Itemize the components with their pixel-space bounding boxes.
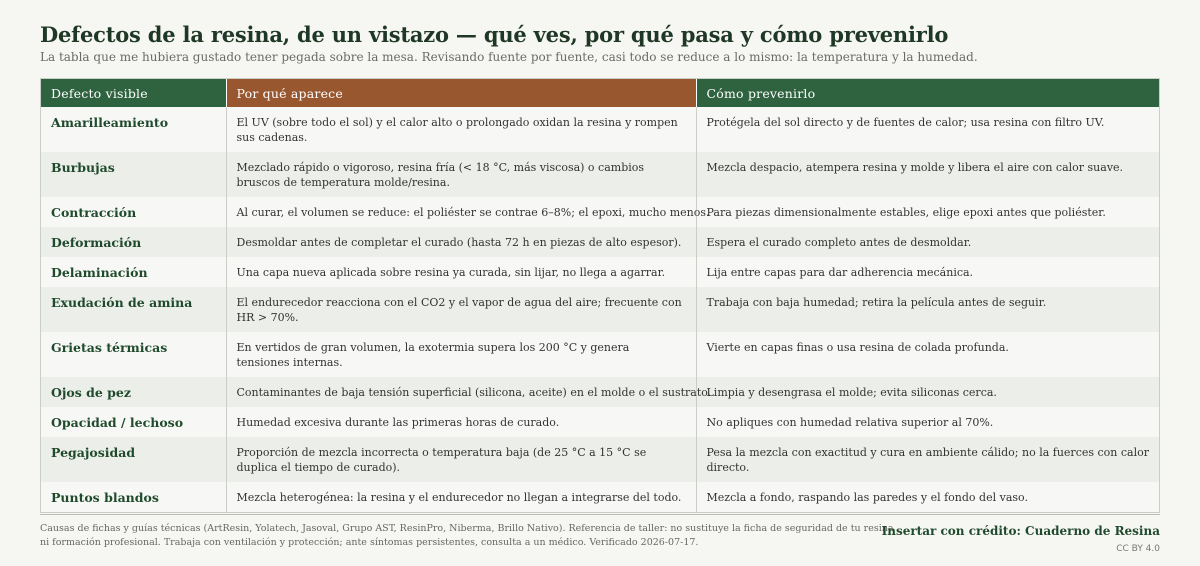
page-title: Defectos de la resina, de un vistazo — qué ves, por qué pasa y cómo prevenirlo xyxy=(40,22,949,47)
table-row xyxy=(41,107,1159,152)
table-header-row xyxy=(41,79,1159,107)
cause-cell: Contaminantes de baja tensión superficial (silicona, aceite) en el molde o el sustrato. xyxy=(226,377,696,407)
table-row xyxy=(41,227,1159,257)
cause-cell: Mezclado rápido o vigoroso, resina fría (< 18 °C, más viscosa) o cambios bruscos de temperatura molde/resina. xyxy=(226,152,696,197)
footer-divider xyxy=(40,514,1160,515)
defect-cell: Amarilleamiento xyxy=(41,107,226,152)
prevention-cell: Protégela del sol directo y de fuentes de calor; usa resina con filtro UV. xyxy=(696,107,1159,152)
license-label: CC BY 4.0 xyxy=(1116,544,1160,554)
prevention-cell: Mezcla despacio, atempera resina y molde y libera el aire con calor suave. xyxy=(696,152,1159,197)
prevention-cell: Vierte en capas finas o usa resina de colada profunda. xyxy=(696,332,1159,377)
prevention-cell: Mezcla a fondo, raspando las paredes y el fondo del vaso. xyxy=(696,482,1159,512)
table-row xyxy=(41,152,1159,197)
column-header-defect: Defecto visible xyxy=(41,79,226,107)
defect-cell: Grietas térmicas xyxy=(41,332,226,377)
table-row xyxy=(41,437,1159,482)
page-subtitle: La tabla que me hubiera gustado tener pegada sobre la mesa. Revisando fuente por fuente, casi todo se reduce a lo mismo: la temperatura y la humedad. xyxy=(40,50,978,64)
prevention-cell: Espera el curado completo antes de desmoldar. xyxy=(696,227,1159,257)
defects-table xyxy=(41,79,1159,512)
defect-cell: Puntos blandos xyxy=(41,482,226,512)
defects-table-container xyxy=(40,78,1160,513)
cause-cell: El UV (sobre todo el sol) y el calor alto o prolongado oxidan la resina y rompen sus cadenas. xyxy=(226,107,696,152)
cause-cell: Proporción de mezcla incorrecta o temperatura baja (de 25 °C a 15 °C se duplica el tiempo de curado). xyxy=(226,437,696,482)
table-row xyxy=(41,257,1159,287)
cause-cell: En vertidos de gran volumen, la exotermia supera los 200 °C y genera tensiones internas. xyxy=(226,332,696,377)
column-header-cause: Por qué aparece xyxy=(226,79,696,107)
defect-cell: Burbujas xyxy=(41,152,226,197)
sources-note: Causas de fichas y guías técnicas (ArtResin, Yolatech, Jasoval, Grupo AST, ResinPro, Niberma, Brillo Nativo). Referencia de taller: no sustituye la ficha de seguridad de tu resina ni formación profesional. Trabaja con ventilación y protección; ante síntomas persistentes, consulta a un médico. Verificado 2026-07-17. xyxy=(40,523,894,548)
table-row xyxy=(41,377,1159,407)
cause-cell: Mezcla heterogénea: la resina y el endurecedor no llegan a integrarse del todo. xyxy=(226,482,696,512)
prevention-cell: Trabaja con baja humedad; retira la película antes de seguir. xyxy=(696,287,1159,332)
defect-cell: Exudación de amina xyxy=(41,287,226,332)
defect-cell: Ojos de pez xyxy=(41,377,226,407)
defect-cell: Opacidad / lechoso xyxy=(41,407,226,437)
table-row xyxy=(41,482,1159,512)
defect-cell: Pegajosidad xyxy=(41,437,226,482)
defect-cell: Delaminación xyxy=(41,257,226,287)
table-row xyxy=(41,332,1159,377)
column-header-prevention: Cómo prevenirlo xyxy=(696,79,1159,107)
cause-cell: Una capa nueva aplicada sobre resina ya curada, sin lijar, no llega a agarrar. xyxy=(226,257,696,287)
credit-line: Insertar con crédito: Cuaderno de Resina xyxy=(881,524,1160,538)
cause-cell: Al curar, el volumen se reduce: el poliéster se contrae 6–8%; el epoxi, mucho menos. xyxy=(226,197,696,227)
prevention-cell: Limpia y desengrasa el molde; evita siliconas cerca. xyxy=(696,377,1159,407)
cause-cell: Desmoldar antes de completar el curado (hasta 72 h en piezas de alto espesor). xyxy=(226,227,696,257)
table-row xyxy=(41,197,1159,227)
prevention-cell: No apliques con humedad relativa superior al 70%. xyxy=(696,407,1159,437)
prevention-cell: Para piezas dimensionalmente estables, elige epoxi antes que poliéster. xyxy=(696,197,1159,227)
cause-cell: Humedad excesiva durante las primeras horas de curado. xyxy=(226,407,696,437)
prevention-cell: Lija entre capas para dar adherencia mecánica. xyxy=(696,257,1159,287)
prevention-cell: Pesa la mezcla con exactitud y cura en ambiente cálido; no la fuerces con calor directo. xyxy=(696,437,1159,482)
defect-cell: Deformación xyxy=(41,227,226,257)
table-row xyxy=(41,407,1159,437)
defect-cell: Contracción xyxy=(41,197,226,227)
table-row xyxy=(41,287,1159,332)
cause-cell: El endurecedor reacciona con el CO2 y el vapor de agua del aire; frecuente con HR > 70%. xyxy=(226,287,696,332)
